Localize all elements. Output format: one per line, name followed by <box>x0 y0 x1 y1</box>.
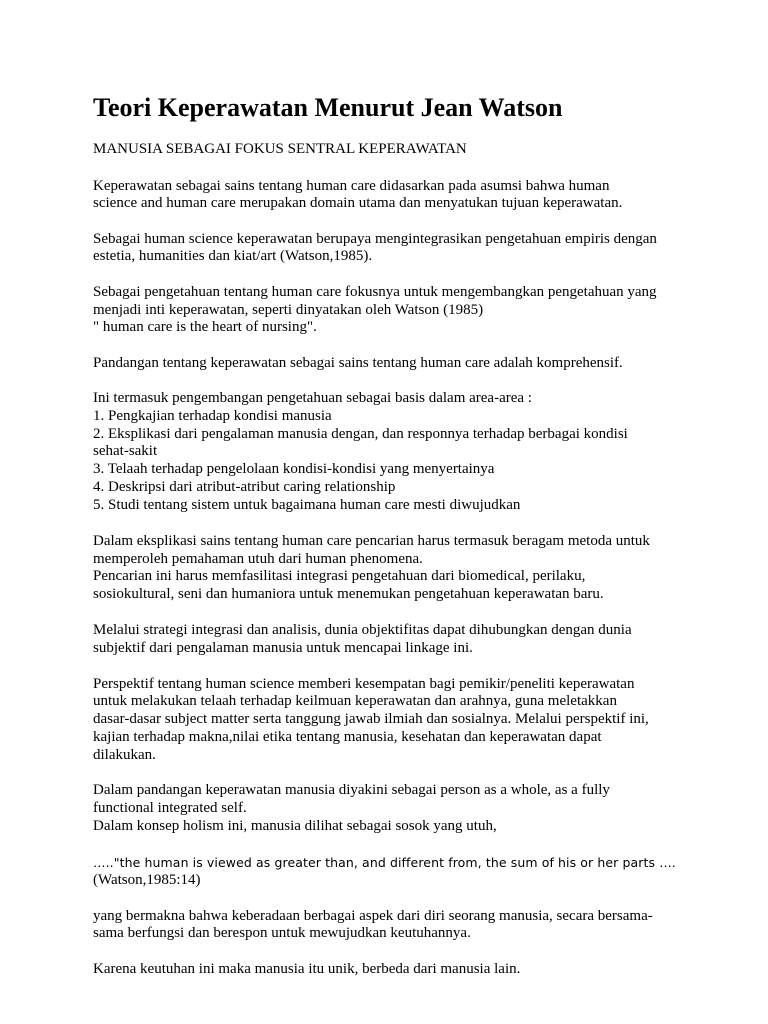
list-item-2-line-2: sehat-sakit <box>93 443 158 459</box>
paragraph-7-line-1: Melalui strategi integrasi dan analisis, dunia objektifitas dapat dihubungkan dengan dunia <box>93 622 632 638</box>
list-item-3: 3. Telaah terhadap pengelolaan kondisi-kondisi yang menyertainya <box>93 461 495 477</box>
paragraph-8-line-5: dilakukan. <box>93 747 156 763</box>
quote-citation: (Watson,1985:14) <box>93 872 201 888</box>
paragraph-7-line-2: subjektif dari pengalaman manusia untuk mencapai linkage ini. <box>93 640 473 656</box>
paragraph-3-line-3: " human care is the heart of nursing". <box>93 319 317 335</box>
paragraph-8-line-3: dasar-dasar subject matter serta tanggung jawab ilmiah dan sosialnya. Melalui perspektif ini, <box>93 711 649 727</box>
paragraph-9-line-3: Dalam konsep holism ini, manusia dilihat sebagai sosok yang utuh, <box>93 818 497 834</box>
paragraph-11-line-1: Karena keutuhan ini maka manusia itu unik, berbeda dari manusia lain. <box>93 961 521 977</box>
list-item-1: 1. Pengkajian terhadap kondisi manusia <box>93 408 332 424</box>
list-item-2-line-1: 2. Eksplikasi dari pengalaman manusia dengan, dan responnya terhadap berbagai kondisi <box>93 426 628 442</box>
paragraph-2-line-1: Sebagai human science keperawatan berupaya mengintegrasikan pengetahuan empiris dengan <box>93 231 657 247</box>
paragraph-5-line-1: Ini termasuk pengembangan pengetahuan sebagai basis dalam area-area : <box>93 390 532 406</box>
list-item-5: 5. Studi tentang sistem untuk bagaimana human care mesti diwujudkan <box>93 497 521 513</box>
paragraph-1-line-1: Keperawatan sebagai sains tentang human care didasarkan pada asumsi bahwa human <box>93 178 610 194</box>
paragraph-9-line-1: Dalam pandangan keperawatan manusia diyakini sebagai person as a whole, as a fully <box>93 782 610 798</box>
paragraph-2-line-2: estetia, humanities dan kiat/art (Watson,1985). <box>93 248 373 264</box>
paragraph-6-line-3: Pencarian ini harus memfasilitasi integrasi pengetahuan dari biomedical, perilaku, <box>93 568 586 584</box>
list-item-4: 4. Deskripsi dari atribut-atribut caring relationship <box>93 479 396 495</box>
paragraph-8-line-2: untuk melakukan telaah terhadap keilmuan keperawatan dan arahnya, guna meletakkan <box>93 693 617 709</box>
paragraph-6-line-4: sosiokultural, seni dan humaniora untuk menemukan pengetahuan keperawatan baru. <box>93 586 604 602</box>
watson-quote: ….."the human is viewed as greater than, and different from, the sum of his or her parts …. <box>93 855 676 870</box>
paragraph-1-line-2: science and human care merupakan domain utama dan menyatukan tujuan keperawatan. <box>93 195 623 211</box>
document-title: Teori Keperawatan Menurut Jean Watson <box>93 93 563 122</box>
paragraph-3-line-2: menjadi inti keperawatan, seperti dinyatakan oleh Watson (1985) <box>93 302 484 318</box>
paragraph-10-line-2: sama berfungsi dan berespon untuk mewujudkan keutuhannya. <box>93 925 471 941</box>
paragraph-6-line-2: memperoleh pemahaman utuh dari human phenomena. <box>93 551 423 567</box>
section-heading: MANUSIA SEBAGAI FOKUS SENTRAL KEPERAWATAN <box>93 141 467 157</box>
paragraph-4-line-1: Pandangan tentang keperawatan sebagai sains tentang human care adalah komprehensif. <box>93 355 623 371</box>
paragraph-9-line-2: functional integrated self. <box>93 800 247 816</box>
paragraph-6-line-1: Dalam eksplikasi sains tentang human care pencarian harus termasuk beragam metoda untuk <box>93 533 650 549</box>
paragraph-3-line-1: Sebagai pengetahuan tentang human care fokusnya untuk mengembangkan pengetahuan yang <box>93 284 657 300</box>
paragraph-8-line-1: Perspektif tentang human science memberi kesempatan bagi pemikir/peneliti keperawatan <box>93 676 635 692</box>
paragraph-8-line-4: kajian terhadap makna,nilai etika tentang manusia, kesehatan dan keperawatan dapat <box>93 729 602 745</box>
paragraph-10-line-1: yang bermakna bahwa keberadaan berbagai aspek dari diri seorang manusia, secara bersama- <box>93 908 653 924</box>
